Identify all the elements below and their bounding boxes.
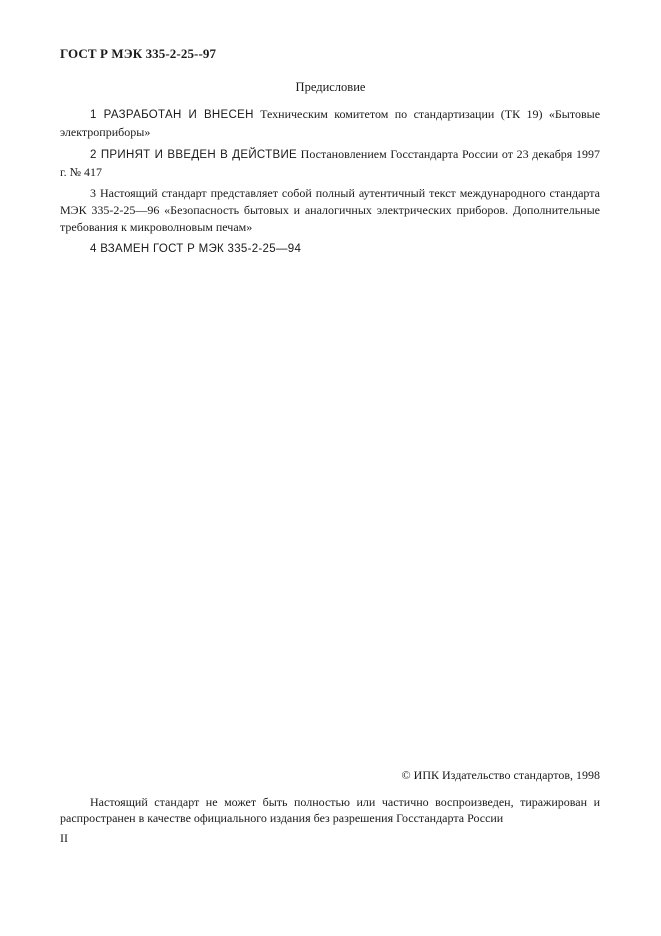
paragraph-4-lead: 4 ВЗАМЕН ГОСТ Р МЭК 335-2-25—94 <box>90 243 302 255</box>
paragraph-1-lead: 1 РАЗРАБОТАН И ВНЕСЕН <box>90 109 254 121</box>
paragraph-3 <box>60 185 600 236</box>
reproduction-notice: Настоящий стандарт не может быть полностью или частично воспроизведен, тиражирован и распространен в качестве официального издания без разрешения Госстандарта России <box>60 795 600 825</box>
paragraph-1-text: Техническим комитетом по стандартизации (ТК 19) «Бытовые электроприборы» <box>60 107 601 139</box>
paragraph-4 <box>60 240 600 258</box>
paragraph-2 <box>60 146 600 181</box>
paragraph-2-text: Постановлением Госстандарта России от 23 декабря 1997 г. № 417 <box>60 147 601 179</box>
document-code: ГОСТ Р МЭК 335-2-25--97 <box>60 46 217 61</box>
paragraph-1 <box>60 106 600 141</box>
page-number: II <box>60 831 68 845</box>
paragraph-3-text: Настоящий стандарт представляет собой полный аутентичный текст международного стандарта МЭК 335-2-25—96 «Безопасность бытовых и аналогичных электрических приборов. Дополнительные требования к микроволновым печам» <box>60 186 600 234</box>
paragraph-3-lead: 3 <box>90 186 96 200</box>
section-heading: Предисловие <box>295 80 366 94</box>
paragraph-2-lead: 2 ПРИНЯТ И ВВЕДЕН В ДЕЙСТВИЕ <box>90 149 297 161</box>
copyright-line: © ИПК Издательство стандартов, 1998 <box>401 768 600 782</box>
